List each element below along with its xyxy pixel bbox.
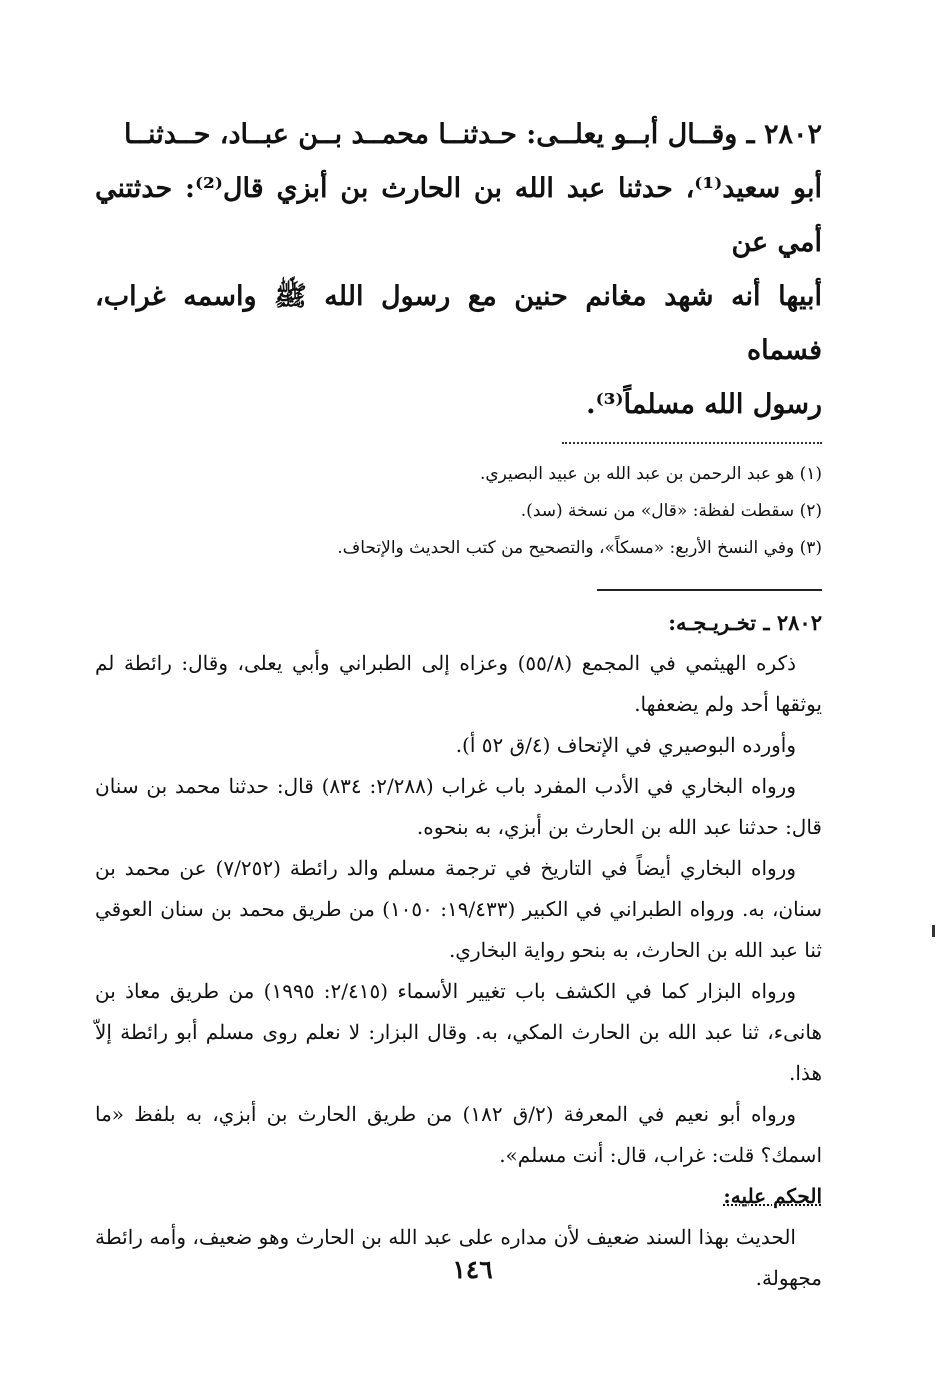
footnote-3: (٣) وفي النسخ الأربع: «مسكاً»، والتصحيح من كتب الحديث والإتحاف. bbox=[337, 538, 822, 558]
takhrij-paragraph: ورواه البخاري أيضاً في التاريخ في ترجمة مسلم والد رائطة (٧/٢٥٢) عن محمد بن سنان، به. ورواه الطبراني في الكبير (١٩/٤٣٣: ١٠٥٠) من طريق محمد بن سنان العوقي ثنا عبد الله بن الحارث، به بنحو رواية البخاري. bbox=[95, 856, 822, 962]
takhrij-section bbox=[95, 603, 822, 1299]
takhrij-paragraph: ورواه البزار كما في الكشف باب تغيير الأسماء (٢/٤١٥: ١٩٩٥) من طريق معاذ بن هانىء، ثنا عبد الله بن الحارث المكي، به. وقال البزار: لا نعلم روى مسلم أبو رائطة إلاّ هذا. bbox=[95, 979, 822, 1085]
takhrij-paragraph: ذكره الهيثمي في المجمع (٥٥/٨) وعزاه إلى الطبراني وأبي يعلى، وقال: رائطة لم يوثقها أحد ولم يضعفها. bbox=[95, 651, 822, 716]
takhrij-heading: ٢٨٠٢ ـ تخـريـجـه: bbox=[668, 610, 822, 635]
hadith-line: ٢٨٠٢ ـ وقــال أبــو يعلــى: حـدثنــا محمــد بــن عبــاد، حــدثنــا bbox=[124, 119, 822, 150]
footnote-2: (٢) سقطت لفظة: «قال» من نسخة (سد). bbox=[520, 501, 822, 521]
hadith-text bbox=[95, 108, 822, 432]
page-body bbox=[95, 108, 822, 1299]
takhrij-paragraph: ورواه أبو نعيم في المعرفة (٢/ق ١٨٢) من طريق الحارث بن أبزي، به بلفظ «ما اسمك؟ قلت: غراب، قال: أنت مسلم». bbox=[95, 1102, 822, 1167]
takhrij-paragraph: وأورده البوصيري في الإتحاف (٤/ق ٥٢ أ). bbox=[455, 733, 796, 757]
hadith-line: أبو سعيد⁽¹⁾، حدثنا عبد الله بن الحارث بن أبزي قال⁽²⁾: حدثتني أمي عن bbox=[95, 173, 822, 258]
section-rule bbox=[597, 589, 822, 591]
hadith-line: رسول الله مسلماً⁽³⁾. bbox=[586, 389, 822, 420]
hukm-text: الحديث بهذا السند ضعيف لأن مداره على عبد الله بن الحارث وهو ضعيف، وأمه رائطة مجهولة. bbox=[95, 1225, 822, 1290]
hukm-heading: الحكم عليه: bbox=[723, 1184, 822, 1208]
footnote-1: (١) هو عبد الرحمن بن عبد الله بن عبيد البصيري. bbox=[479, 464, 822, 484]
margin-mark bbox=[932, 925, 935, 937]
page-number: ١٤٦ bbox=[452, 1255, 493, 1284]
footnote-separator bbox=[562, 442, 822, 444]
takhrij-paragraph: ورواه البخاري في الأدب المفرد باب غراب (٢/٢٨٨: ٨٣٤) قال: حدثنا محمد بن سنان قال: حدثنا عبد الله بن الحارث بن أبزي، به بنحوه. bbox=[95, 774, 822, 839]
hadith-line: أبيها أنه شهد مغانم حنين مع رسول الله ﷺ واسمه غراب، فسماه bbox=[95, 281, 822, 366]
footnotes bbox=[95, 456, 822, 567]
